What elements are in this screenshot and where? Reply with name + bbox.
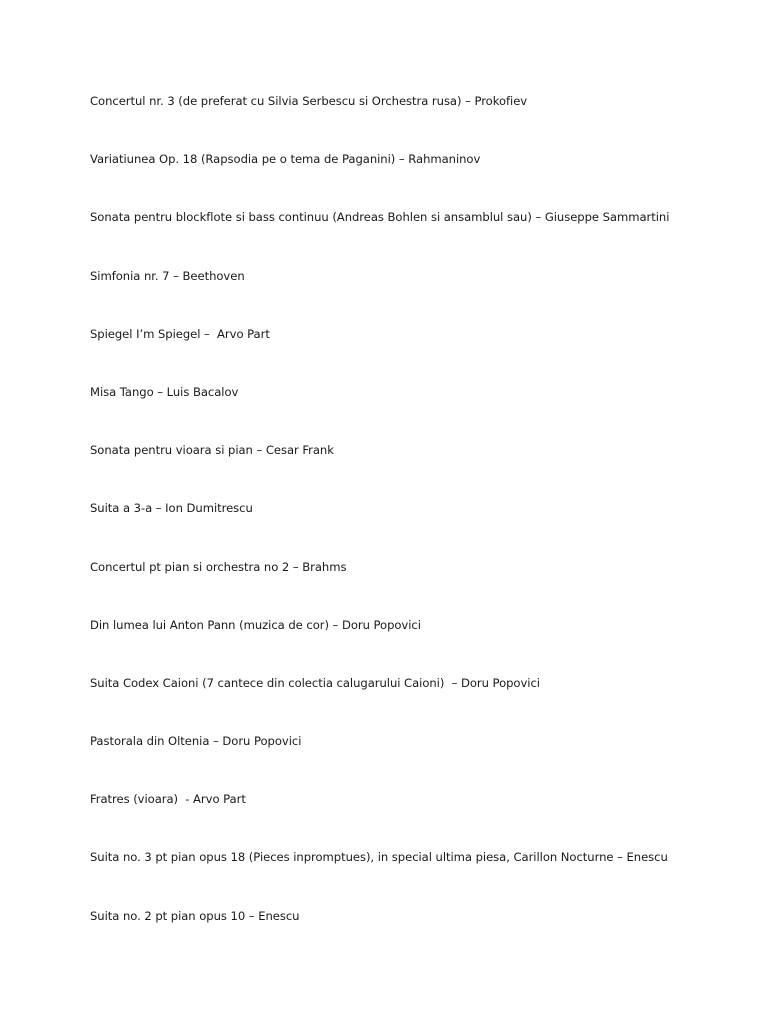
list-item: Misa Tango – Luis Bacalov [90,384,239,399]
list-item: Sonata pentru vioara si pian – Cesar Frank [90,443,334,458]
list-item: Suita Codex Caioni (7 cantece din colectia calugarului Caioni) – Doru Popovici [90,675,540,690]
list-item: Pastorala din Oltenia – Doru Popovici [90,734,302,749]
music-list [90,93,750,966]
list-item: Suita no. 2 pt pian opus 10 – Enescu [90,908,300,923]
list-item: Variatiunea Op. 18 (Rapsodia pe o tema de Paganini) – Rahmaninov [90,152,481,167]
list-item: Din lumea lui Anton Pann (muzica de cor) – Doru Popovici [90,617,421,632]
list-item: Spiegel I’m Spiegel – Arvo Part [90,326,270,341]
list-item: Suita no. 3 pt pian opus 18 (Pieces inpromptues), in special ultima piesa, Carillon Nocturne – Enescu [90,850,668,865]
list-item: Simfonia nr. 7 – Beethoven [90,268,245,283]
list-item: Concertul nr. 3 (de preferat cu Silvia Serbescu si Orchestra rusa) – Prokofiev [90,94,528,108]
list-item: Sonata pentru blockflote si bass continuu (Andreas Bohlen si ansamblul sau) – Giuseppe Sammartini [90,210,670,225]
list-item: Suita a 3-a – Ion Dumitrescu [90,501,253,516]
list-item: Concertul pt pian si orchestra no 2 – Brahms [90,559,347,574]
list-item: Fratres (vioara) - Arvo Part [90,792,246,807]
